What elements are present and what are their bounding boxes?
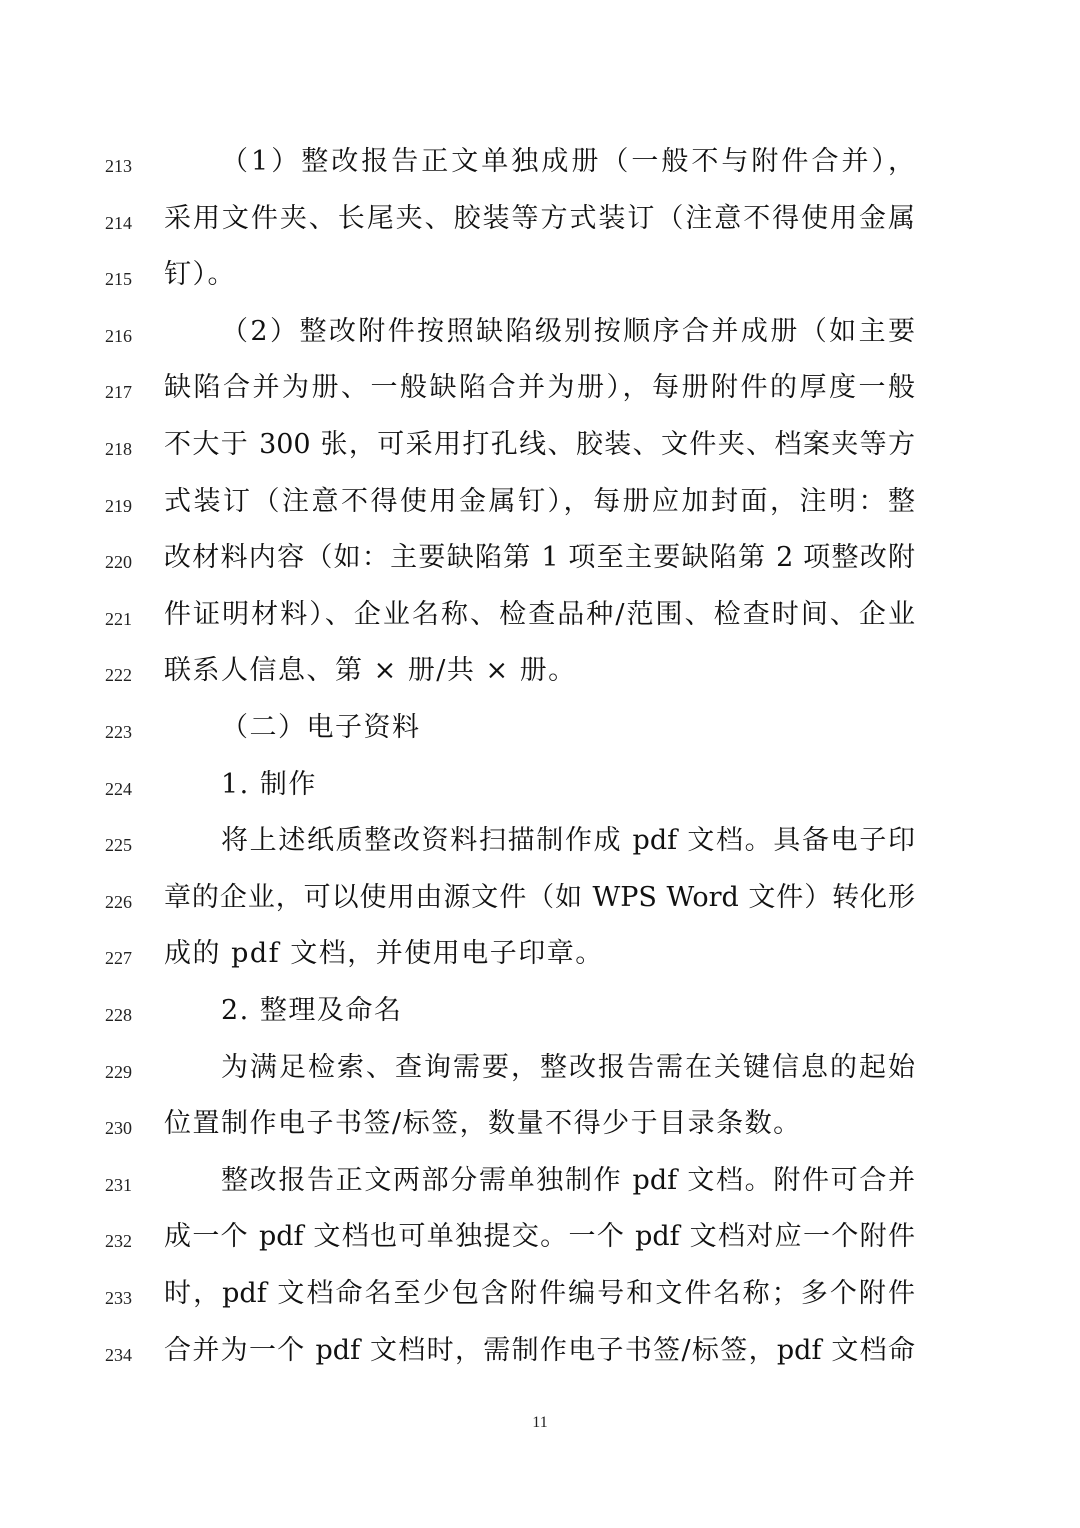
line-text: （1）整改报告正文单独成册（一般不与附件合并）， [221,146,915,177]
text-line [0,247,1080,303]
line-number: 222 [105,665,132,686]
line-text: 不大于 300 张，可采用打孔线、胶装、文件夹、档案夹等方 [164,429,915,460]
line-number: 228 [105,1005,132,1025]
line-number: 229 [105,1061,132,1082]
line-text: （2）整改附件按照缺陷级别按顺序合并成册（如主要 [221,315,915,347]
line-text: 合并为一个 pdf 文档时，需制作电子书签/标签，pdf 文档命 [164,1334,915,1366]
line-number: 230 [105,1118,132,1139]
line-text: （二）电子资料 [221,712,421,743]
text-line [0,530,1080,586]
line-text: 为满足检索、查询需要，整改报告需在关键信息的起始 [221,1051,915,1083]
line-number: 225 [105,835,132,856]
line-text: 缺陷合并为册、一般缺陷合并为册），每册附件的厚度一般 [164,372,915,404]
line-number: 224 [105,778,132,799]
line-number: 215 [105,269,132,290]
line-text: 采用文件夹、长尾夹、胶装等方式装订（注意不得使用金属 [164,202,915,234]
line-number: 221 [105,608,132,629]
text-line [0,191,1080,247]
line-text: 整改报告正文两部分需单独制作 pdf 文档。附件可合并 [221,1164,915,1196]
line-number: 232 [105,1231,132,1252]
line-number: 217 [105,382,132,403]
line-text: 式装订（注意不得使用金属钉），每册应加封面，注明：整 [164,485,915,517]
line-text: 2. 整理及命名 [221,995,403,1026]
line-number: 220 [105,552,132,573]
line-text: 将上述纸质整改资料扫描制作成 pdf 文档。具备电子印 [221,825,915,857]
text-line [0,417,1080,473]
text-line [0,757,1080,813]
text-line [0,134,1080,190]
line-number: 219 [105,495,132,516]
line-number: 223 [105,722,132,742]
text-line [0,1096,1080,1152]
line-number: 226 [105,891,132,912]
text-line [0,643,1080,699]
line-text: 成的 pdf 文档，并使用电子印章。 [164,938,604,970]
page-number: 11 [532,1414,548,1431]
line-text: 1. 制作 [221,768,317,800]
line-text: 联系人信息、第 × 册/共 × 册。 [164,655,577,687]
line-text: 时，pdf 文档命名至少包含附件编号和文件名称；多个附件 [164,1278,915,1309]
line-text: 章的企业，可以使用由源文件（如 WPS Word 文件）转化形 [164,881,915,913]
text-line [0,1209,1080,1265]
text-line [0,1323,1080,1379]
text-line [0,1153,1080,1209]
line-text: 成一个 pdf 文档也可单独提交。一个 pdf 文档对应一个附件 [164,1221,915,1253]
text-line [0,587,1080,643]
line-number: 231 [105,1174,132,1195]
line-text: 钉）。 [164,259,236,291]
line-number: 233 [105,1288,132,1308]
line-number: 234 [105,1344,132,1365]
line-text: 改材料内容（如：主要缺陷第 1 项至主要缺陷第 2 项整改附 [164,542,915,574]
line-number: 218 [105,439,132,459]
line-number: 213 [105,156,132,176]
line-number: 227 [105,948,132,969]
line-number: 216 [105,325,132,346]
text-line [0,1266,1080,1322]
line-text: 件证明材料）、企业名称、检查品种/范围、检查时间、企业 [164,598,915,630]
text-line [0,813,1080,869]
text-line [0,983,1080,1039]
text-line [0,1040,1080,1096]
text-line [0,700,1080,756]
text-line [0,926,1080,982]
line-text: 位置制作电子书签/标签，数量不得少于目录条数。 [164,1108,802,1140]
text-line [0,304,1080,360]
text-line [0,870,1080,926]
text-line [0,474,1080,530]
line-number: 214 [105,212,132,233]
text-line [0,360,1080,416]
